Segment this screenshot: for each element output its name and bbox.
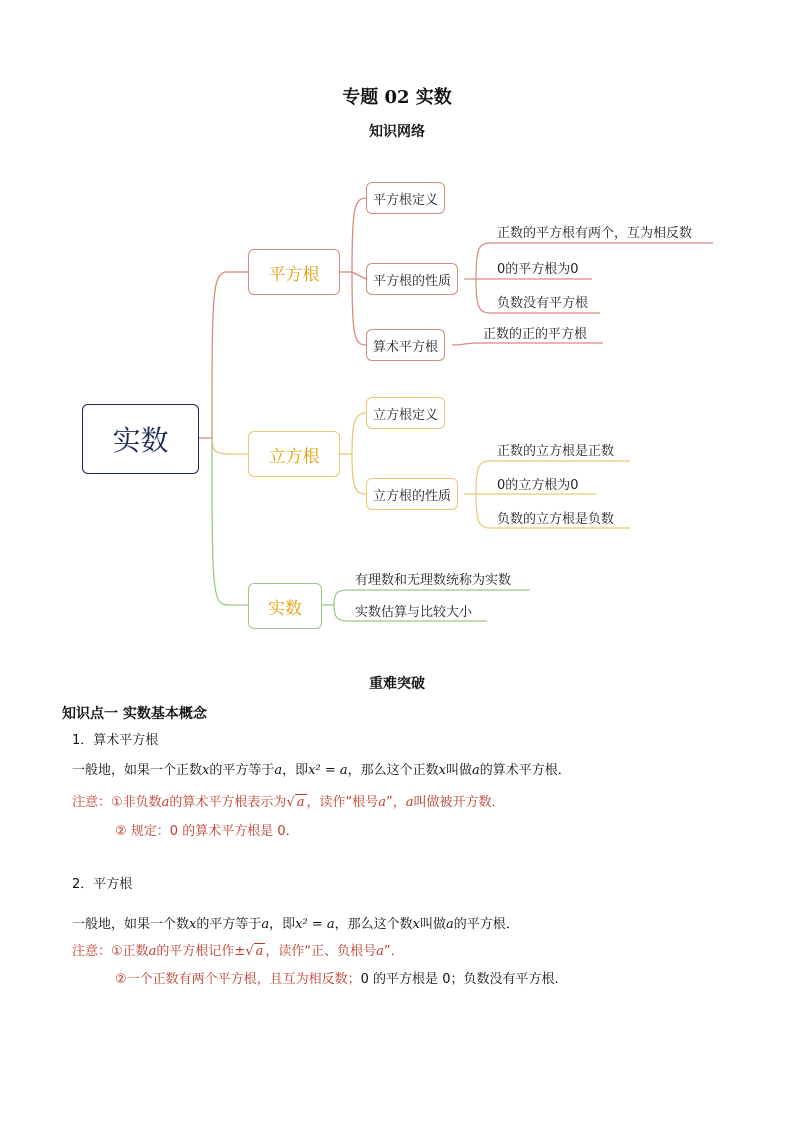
leaf-zero-cube-root: 0的立方根为0 (497, 478, 579, 493)
item2-definition: 一般地，如果一个数x的平方等于a，即x² = a，那么这个数x叫做a的平方根． (72, 917, 519, 932)
page-title: 专题 02 实数 (342, 87, 452, 108)
item2-note1: 注意：①正数a的平方根记作±√ a ，读作“正、负根号a”． (72, 944, 404, 959)
item1-definition: 一般地，如果一个正数x的平方等于a，即x² = a，那么这个正数x叫做a的算术平方根． (72, 763, 571, 778)
section-heading: 重难突破 (369, 676, 425, 692)
knowledge-point-heading: 知识点一 实数基本概念 (62, 706, 207, 722)
leaf-positive-two-roots: 正数的平方根有两个，互为相反数 (497, 226, 693, 241)
item1-note1: 注意：①非负数a的算术平方根表示为√ a ，读作“根号a”，a叫做被开方数． (72, 795, 505, 810)
knowledge-network-heading: 知识网络 (369, 124, 425, 140)
leaf-positive-positive-root: 正数的正的平方根 (483, 327, 588, 342)
item1-heading: 1．算术平方根 (72, 733, 159, 748)
leaf-negative-cube-root: 负数的立方根是负数 (497, 512, 615, 527)
node-cube-root-definition: 立方根定义 (366, 397, 445, 429)
leaf-zero-square-root: 0的平方根为0 (497, 262, 579, 277)
leaf-negative-no-square-root: 负数没有平方根 (497, 296, 589, 311)
branch-square-root: 平方根 (248, 249, 340, 295)
node-arithmetic-square-root: 算术平方根 (366, 329, 445, 361)
item1-note2: ② 规定：0 的算术平方根是 0. (115, 824, 290, 839)
leaf-rational-irrational: 有理数和无理数统称为实数 (355, 573, 512, 588)
branch-cube-root: 立方根 (248, 431, 340, 477)
node-square-root-definition: 平方根定义 (366, 182, 445, 214)
branch-real-numbers: 实数 (248, 583, 322, 629)
item2-heading: 2．平方根 (72, 877, 133, 892)
leaf-estimate-compare: 实数估算与比较大小 (355, 605, 473, 620)
leaf-positive-cube-root: 正数的立方根是正数 (497, 444, 615, 459)
node-cube-root-properties: 立方根的性质 (366, 478, 458, 510)
node-square-root-properties: 平方根的性质 (366, 263, 458, 295)
item2-note2: ②一个正数有两个平方根，且互为相反数；0 的平方根是 0；负数没有平方根. (115, 972, 559, 987)
mindmap-root: 实数 (82, 404, 199, 474)
